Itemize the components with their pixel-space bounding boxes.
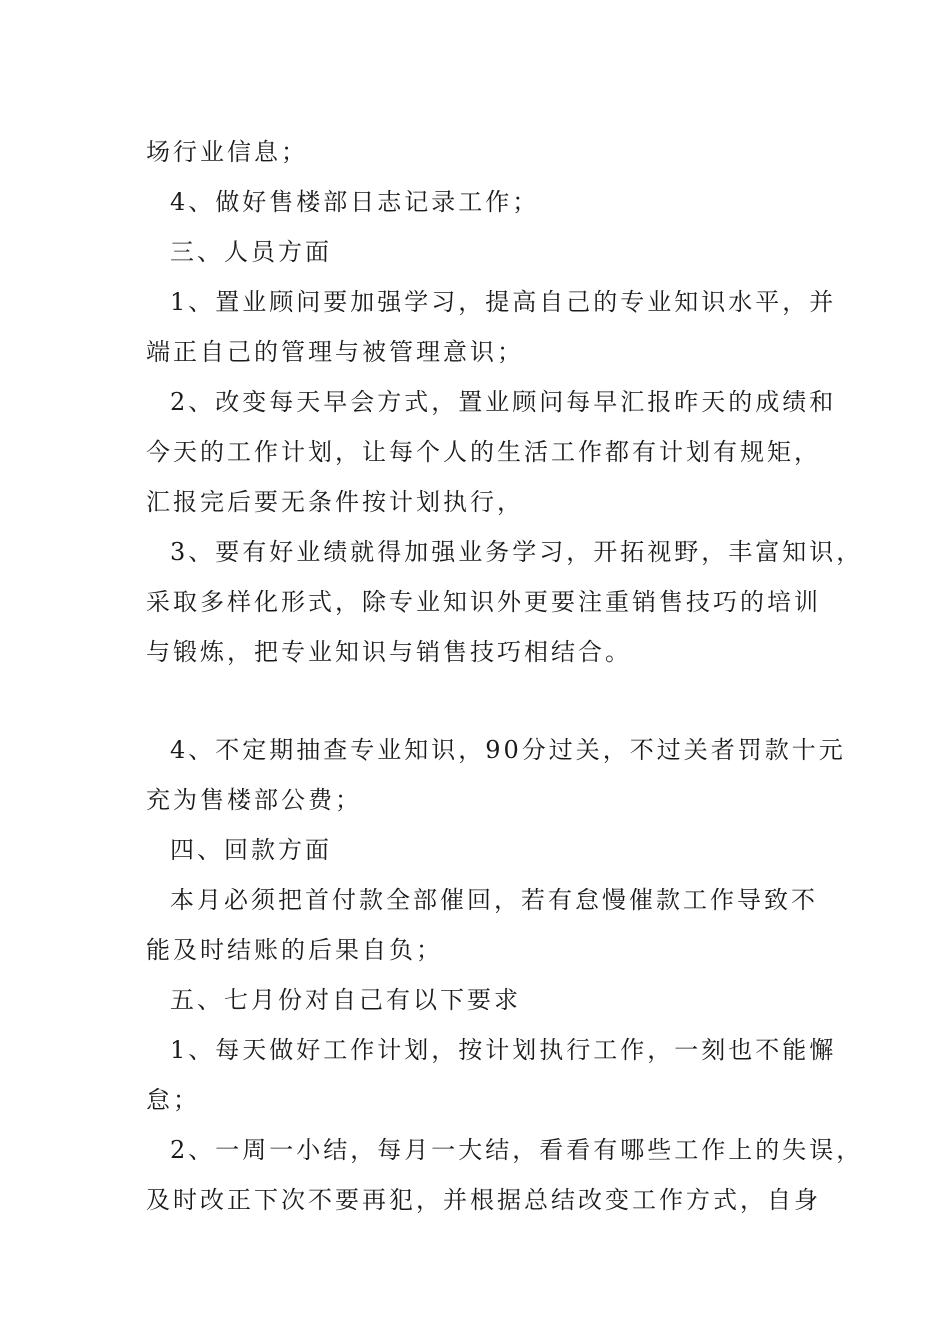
text-line: 2、改变每天早会方式，置业顾问每早汇报昨天的成绩和 bbox=[170, 388, 837, 416]
text-line: 今天的工作计划，让每个人的生活工作都有计划有规矩， bbox=[146, 438, 821, 466]
text-line: 能及时结账的后果自负； bbox=[146, 936, 443, 964]
text-line: 3、要有好业绩就得加强业务学习，开拓视野，丰富知识， bbox=[170, 538, 864, 566]
section-heading: 三、人员方面 bbox=[170, 238, 332, 266]
text-line: 及时改正下次不要再犯，并根据总结改变工作方式，自身 bbox=[146, 1186, 821, 1214]
text-line: 怠； bbox=[146, 1086, 200, 1114]
text-line: 与锻炼，把专业知识与销售技巧相结合。 bbox=[146, 638, 632, 666]
text-line: 充为售楼部公费； bbox=[146, 786, 362, 814]
text-line: 端正自己的管理与被管理意识； bbox=[146, 338, 524, 366]
text-line: 汇报完后要无条件按计划执行， bbox=[146, 488, 524, 516]
section-heading: 五、七月份对自己有以下要求 bbox=[170, 986, 521, 1014]
section-heading: 四、回款方面 bbox=[170, 836, 332, 864]
text-line: 本月必须把首付款全部催回，若有怠慢催款工作导致不 bbox=[170, 886, 818, 914]
text-line: 4、不定期抽查专业知识，90分过关，不过关者罚款十元 bbox=[170, 736, 846, 764]
text-line: 场行业信息； bbox=[146, 138, 308, 166]
text-line: 1、置业顾问要加强学习，提高自己的专业知识水平，并 bbox=[170, 288, 837, 316]
text-line: 采取多样化形式，除专业知识外更要注重销售技巧的培训 bbox=[146, 588, 821, 616]
text-line: 1、每天做好工作计划，按计划执行工作，一刻也不能懈 bbox=[170, 1036, 837, 1064]
text-line: 2、一周一小结，每月一大结，看看有哪些工作上的失误， bbox=[170, 1136, 864, 1164]
text-line: 4、做好售楼部日志记录工作； bbox=[170, 188, 540, 216]
